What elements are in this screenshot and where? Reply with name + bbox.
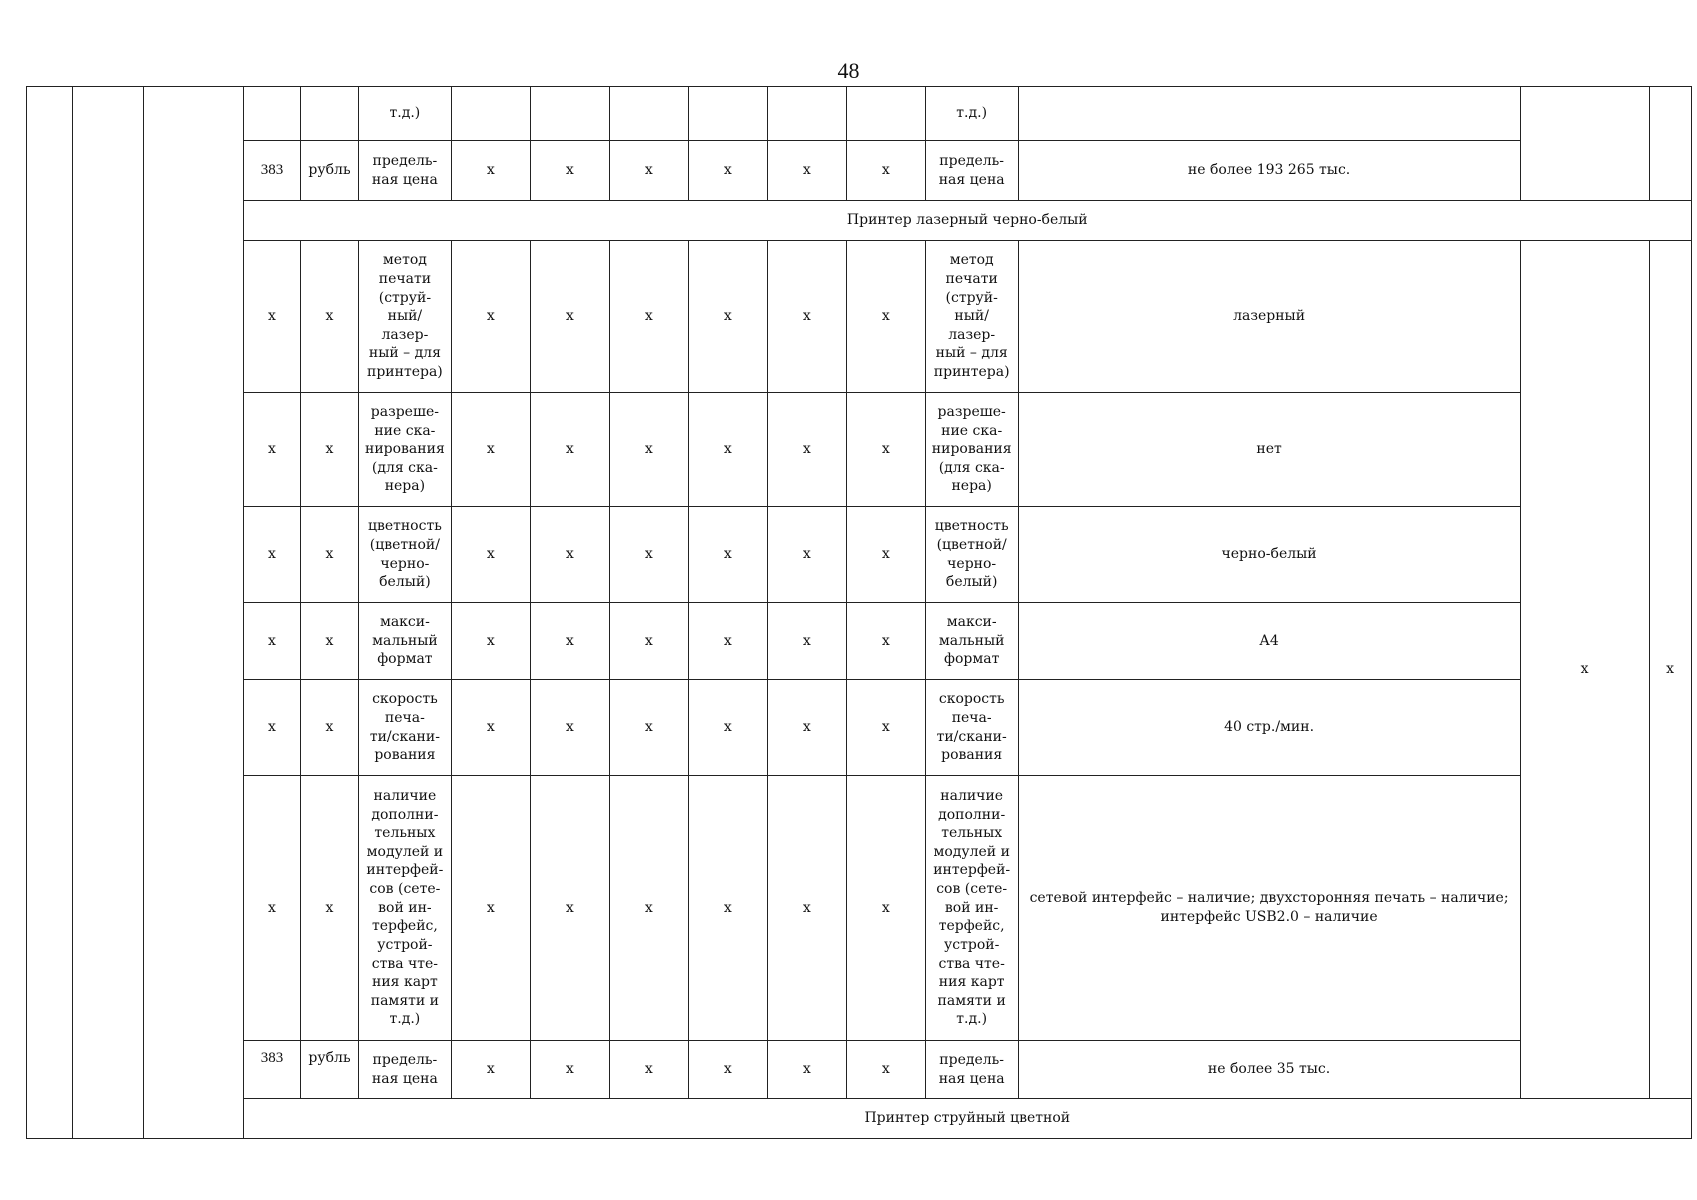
- characteristic-name: метод печати (струй- ный/ лазер- ный – для принтера): [925, 241, 1018, 393]
- characteristic-value: не более 193 265 тыс.: [1018, 141, 1520, 201]
- characteristic-name: предель- ная цена: [925, 1041, 1018, 1099]
- characteristic-name: предель- ная цена: [925, 141, 1018, 201]
- page-number: 48: [837, 58, 860, 83]
- characteristic-name: скорость печа- ти/скани- рования: [359, 680, 452, 776]
- characteristic-name: разреше- ние ска- нирования (для ска- нера): [925, 393, 1018, 507]
- characteristic-value: лазерный: [1018, 241, 1520, 393]
- blank-cell-1: [27, 87, 73, 1139]
- section-header-row: [27, 201, 1692, 241]
- characteristic-name: предель- ная цена: [359, 141, 452, 201]
- table-row: x x макси- мальный формат x x x x x x макси- мальный формат А4: [27, 603, 1692, 680]
- okei-code: 383: [244, 1041, 301, 1099]
- characteristic-name: т.д.): [359, 87, 452, 141]
- characteristic-name: предель- ная цена: [359, 1041, 452, 1099]
- merged-x-cell: x: [1649, 241, 1691, 1099]
- characteristic-name: макси- мальный формат: [925, 603, 1018, 680]
- blank-cell-2: [73, 87, 144, 1139]
- table-row: x x наличие дополни- тельных модулей и интерфей- сов (сете- вой ин- терфейс, устрой- ства чте- ния карт памяти и т.д.) x x x x x x наличие дополни- тельных модулей и интерфей- сов (сете- вой ин- терфейс, устрой- ства чте- ния карт памяти и т.д.) сетевой интерфейс – наличие; двухсторонняя печать – наличие; интерфейс USB2.0 – наличие: [27, 776, 1692, 1041]
- characteristic-name: наличие дополни- тельных модулей и интерфей- сов (сете- вой ин- терфейс, устрой- ства чте- ния карт памяти и т.д.): [359, 776, 452, 1041]
- characteristic-name: макси- мальный формат: [359, 603, 452, 680]
- characteristic-name: метод печати (струй- ный/ лазер- ный – для принтера): [359, 241, 452, 393]
- table-row: x x метод печати (струй- ный/ лазер- ный – для принтера) x x x x x x метод печати (струй- ный/ лазер- ный – для принтера) лазерный x x: [27, 241, 1692, 393]
- characteristic-name: т.д.): [925, 87, 1018, 141]
- characteristic-name: разреше- ние ска- нирования (для ска- нера): [359, 393, 452, 507]
- characteristic-name: цветность (цветной/ черно- белый): [359, 507, 452, 603]
- section-title: Принтер струйный цветной: [244, 1099, 1692, 1139]
- characteristic-value: черно-белый: [1018, 507, 1520, 603]
- requirements-table: [26, 86, 1692, 1139]
- table-row: [27, 87, 1692, 141]
- okei-code: 383: [244, 141, 301, 201]
- characteristic-value: сетевой интерфейс – наличие; двухсторонняя печать – наличие; интерфейс USB2.0 – наличие: [1018, 776, 1520, 1041]
- table-row: x x цветность (цветной/ черно- белый) x x x x x x цветность (цветной/ черно- белый) черно-белый: [27, 507, 1692, 603]
- table-row: 383 рубль предель- ная цена x x x x x x предель- ная цена не более 193 265 тыс.: [27, 141, 1692, 201]
- characteristic-name: цветность (цветной/ черно- белый): [925, 507, 1018, 603]
- characteristic-value: нет: [1018, 393, 1520, 507]
- blank-cell-3: [144, 87, 244, 1139]
- characteristic-name: наличие дополни- тельных модулей и интерфей- сов (сете- вой ин- терфейс, устрой- ства чте- ния карт памяти и т.д.): [925, 776, 1018, 1041]
- characteristic-value: не более 35 тыс.: [1018, 1041, 1520, 1099]
- unit-name: рубль: [301, 141, 359, 201]
- characteristic-value: 40 стр./мин.: [1018, 680, 1520, 776]
- merged-x-cell: x: [1520, 241, 1649, 1099]
- section-header-row: [27, 1099, 1692, 1139]
- characteristic-name: скорость печа- ти/скани- рования: [925, 680, 1018, 776]
- table-row: x x разреше- ние ска- нирования (для ска- нера) x x x x x x разреше- ние ска- нирования (для ска- нера) нет: [27, 393, 1692, 507]
- unit-name: рубль: [301, 1041, 359, 1099]
- table-row: x x скорость печа- ти/скани- рования x x x x x x скорость печа- ти/скани- рования 40 стр./мин.: [27, 680, 1692, 776]
- table-row: 383 рубль предель- ная цена x x x x x x предель- ная цена не более 35 тыс.: [27, 1041, 1692, 1099]
- characteristic-value: А4: [1018, 603, 1520, 680]
- section-title: Принтер лазерный черно-белый: [244, 201, 1692, 241]
